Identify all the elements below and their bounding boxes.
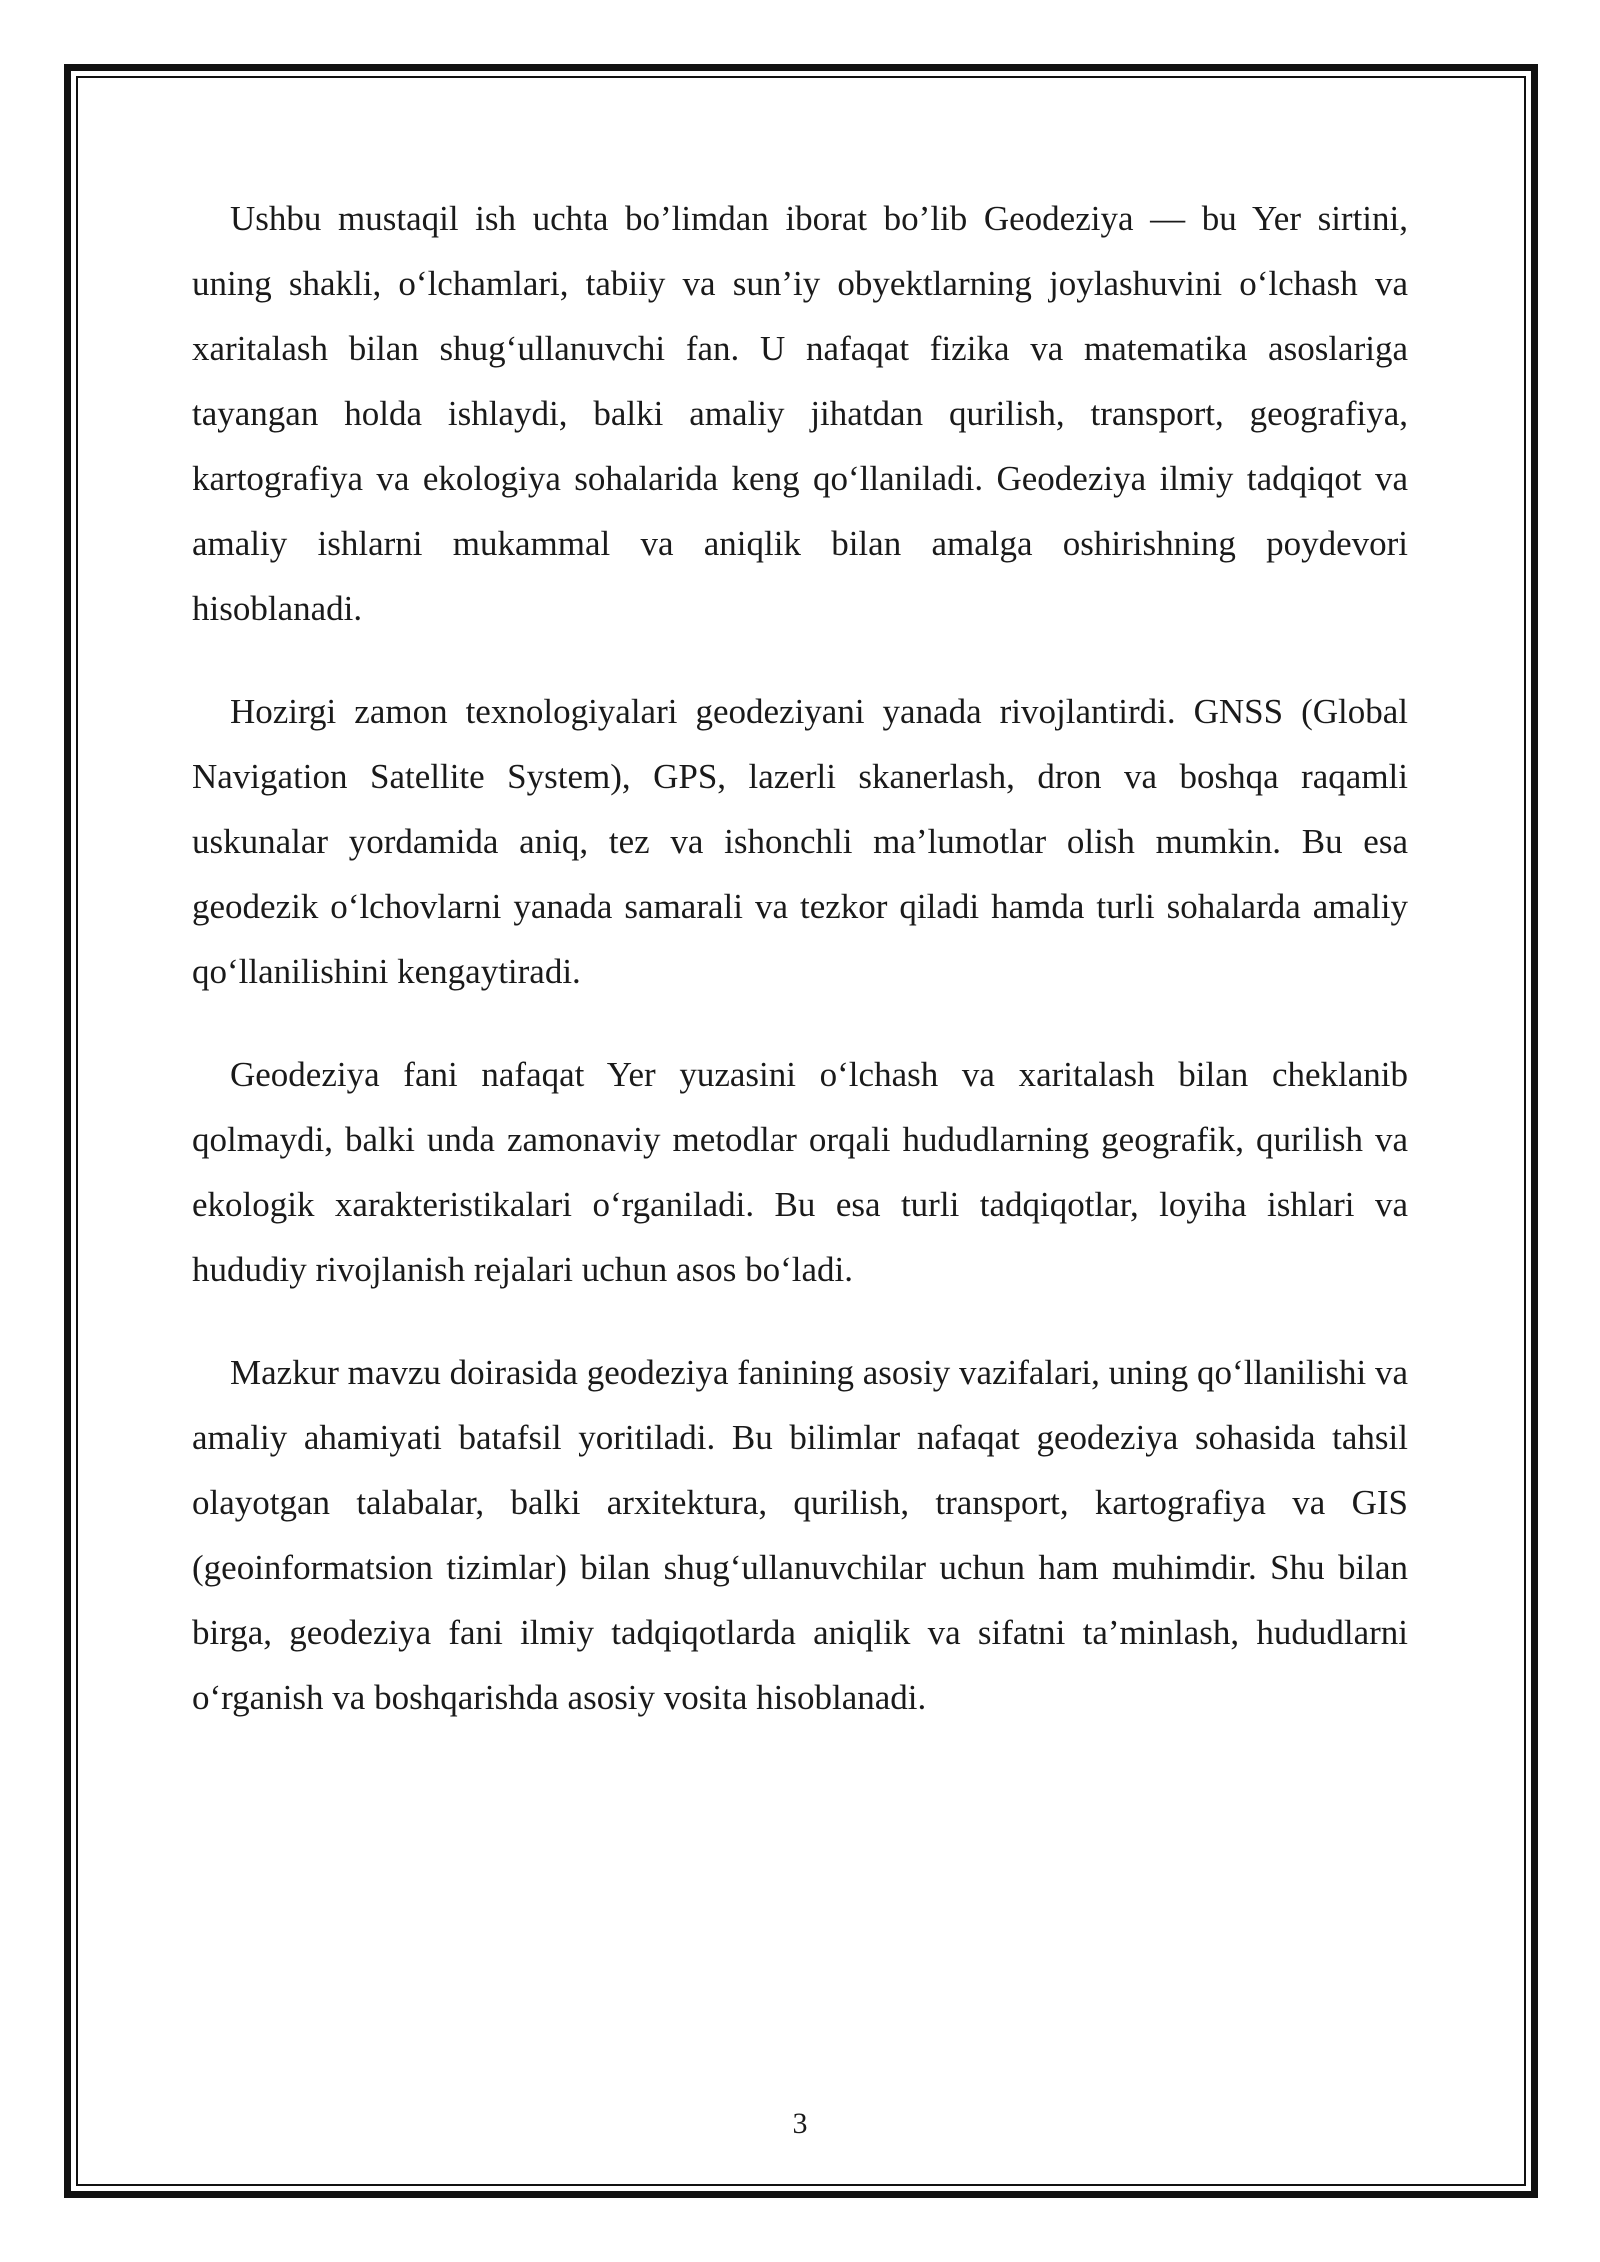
paragraph-3: Geodeziya fani nafaqat Yer yuzasini o‘lchash va xaritalash bilan cheklanib qolmaydi, balki unda zamonaviy metodlar orqali hududlarning geografik, qurilish va ekologik xarakteristikalari o‘rganiladi. Bu esa turli tadqiqotlar, loyiha ishlari va hududiy rivojlanish rejalari uchun asos bo‘ladi. bbox=[192, 1055, 1408, 1289]
document-body bbox=[192, 186, 1408, 1768]
paragraph-1: Ushbu mustaqil ish uchta bo’limdan iborat bo’lib Geodeziya — bu Yer sirtini, uning shakli, o‘lchamlari, tabiiy va sun’iy obyektlarning joylashuvini o‘lchash va xaritalash bilan shug‘ullanuvchi fan. U nafaqat fizika va matematika asoslariga tayangan holda ishlaydi, balki amaliy jihatdan qurilish, transport, geografiya, kartografiya va ekologiya sohalarida keng qo‘llaniladi. Geodeziya ilmiy tadqiqot va amaliy ishlarni mukammal va aniqlik bilan amalga oshirishning poydevori hisoblanadi. bbox=[192, 199, 1408, 628]
paragraph-2: Hozirgi zamon texnologiyalari geodeziyani yanada rivojlantirdi. GNSS (Global Navigation Satellite System), GPS, lazerli skanerlash, dron va boshqa raqamli uskunalar yordamida aniq, tez va ishonchli ma’lumotlar olish mumkin. Bu esa geodezik o‘lchovlarni yanada samarali va tezkor qiladi hamda turli sohalarda amaliy qo‘llanilishini kengaytiradi. bbox=[192, 692, 1408, 991]
paragraph-4: Mazkur mavzu doirasida geodeziya fanining asosiy vazifalari, uning qo‘llanilishi va amaliy ahamiyati batafsil yoritiladi. Bu bilimlar nafaqat geodeziya sohasida tahsil olayotgan talabalar, balki arxitektura, qurilish, transport, kartografiya va GIS (geoinformatsion tizimlar) bilan shug‘ullanuvchilar uchun ham muhimdir. Shu bilan birga, geodeziya fani ilmiy tadqiqotlarda aniqlik va sifatni ta’minlash, hududlarni o‘rganish va boshqarishda asosiy vosita hisoblanadi. bbox=[192, 1353, 1408, 1717]
page-number: 3 bbox=[792, 2107, 808, 2140]
